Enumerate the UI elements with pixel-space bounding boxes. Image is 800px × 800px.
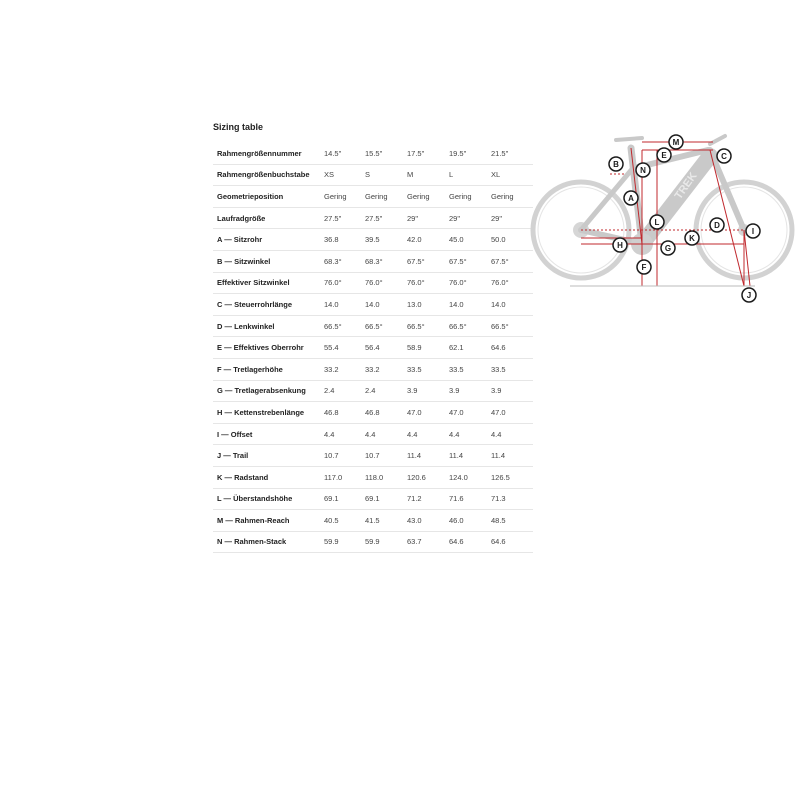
table-cell: Gering <box>365 186 407 208</box>
marker-e <box>657 148 671 162</box>
row-label: D — Lenkwinkel <box>213 315 324 337</box>
marker-letter: L <box>654 218 660 227</box>
table-cell: 29" <box>407 207 449 229</box>
table-row <box>213 229 533 251</box>
table-cell: 21.5" <box>491 143 533 164</box>
table-cell: 2.4 <box>324 380 365 402</box>
table-cell: 118.0 <box>365 466 407 488</box>
row-label: L — Überstandshöhe <box>213 488 324 510</box>
table-cell: 41.5 <box>365 510 407 532</box>
table-cell: 76.0° <box>407 272 449 294</box>
table-cell: 56.4 <box>365 337 407 359</box>
table-cell: 66.5° <box>365 315 407 337</box>
table-cell: 71.3 <box>491 488 533 510</box>
table-cell: 10.7 <box>324 445 365 467</box>
table-cell: 76.0° <box>449 272 491 294</box>
table-cell: 11.4 <box>407 445 449 467</box>
table-row <box>213 531 533 553</box>
table-cell: 3.9 <box>449 380 491 402</box>
marker-letter: C <box>721 152 727 161</box>
row-label: J — Trail <box>213 445 324 467</box>
marker-i <box>746 224 760 238</box>
table-row <box>213 272 533 294</box>
table-cell: 50.0 <box>491 229 533 251</box>
table-cell: 58.9 <box>407 337 449 359</box>
table-cell: 66.5° <box>324 315 365 337</box>
table-cell: 68.3° <box>365 250 407 272</box>
marker-letter: F <box>641 263 647 272</box>
marker-c <box>717 149 731 163</box>
table-row <box>213 294 533 316</box>
table-cell: 64.6 <box>491 531 533 553</box>
row-label: M — Rahmen-Reach <box>213 510 324 532</box>
marker-letter: M <box>672 138 680 147</box>
table-cell: 29" <box>491 207 533 229</box>
row-label: G — Tretlagerabsenkung <box>213 380 324 402</box>
table-cell: 66.5° <box>491 315 533 337</box>
table-cell: 47.0 <box>407 402 449 424</box>
table-cell: 64.6 <box>491 337 533 359</box>
marker-n <box>636 163 650 177</box>
table-cell: 124.0 <box>449 466 491 488</box>
marker-a <box>624 191 638 205</box>
table-row <box>213 207 533 229</box>
marker-letter: I <box>751 227 755 236</box>
table-cell: 59.9 <box>365 531 407 553</box>
row-label: B — Sitzwinkel <box>213 250 324 272</box>
table-row <box>213 337 533 359</box>
table-cell: Gering <box>449 186 491 208</box>
table-cell: Gering <box>407 186 449 208</box>
table-cell: 36.8 <box>324 229 365 251</box>
row-label: E — Effektives Oberrohr <box>213 337 324 359</box>
table-cell: 4.4 <box>324 423 365 445</box>
table-row <box>213 510 533 532</box>
table-cell: 4.4 <box>365 423 407 445</box>
table-row <box>213 164 533 186</box>
table-row <box>213 380 533 402</box>
table-row <box>213 402 533 424</box>
table-cell: 42.0 <box>407 229 449 251</box>
table-cell: 45.0 <box>449 229 491 251</box>
table-row <box>213 358 533 380</box>
table-cell: 14.0 <box>449 294 491 316</box>
table-cell: 67.5° <box>449 250 491 272</box>
sizing-table <box>213 143 533 553</box>
marker-letter: A <box>628 194 634 203</box>
marker-letter: E <box>661 151 667 160</box>
table-cell: XL <box>491 164 533 186</box>
table-cell: 13.0 <box>407 294 449 316</box>
table-cell: 40.5 <box>324 510 365 532</box>
table-cell: 76.0° <box>324 272 365 294</box>
table-cell: 120.6 <box>407 466 449 488</box>
row-label: N — Rahmen-Stack <box>213 531 324 553</box>
table-cell: 47.0 <box>449 402 491 424</box>
table-cell: 46.8 <box>324 402 365 424</box>
marker-j <box>742 288 756 302</box>
table-cell: M <box>407 164 449 186</box>
table-cell: Gering <box>491 186 533 208</box>
table-cell: 67.5° <box>491 250 533 272</box>
table-cell: 27.5" <box>365 207 407 229</box>
table-cell: 126.5 <box>491 466 533 488</box>
table-cell: 71.2 <box>407 488 449 510</box>
table-cell: 33.2 <box>324 358 365 380</box>
table-row <box>213 423 533 445</box>
frame-brand-text: TREK <box>672 170 700 202</box>
marker-k <box>685 231 699 245</box>
table-row <box>213 186 533 208</box>
table-cell: 46.8 <box>365 402 407 424</box>
marker-d <box>710 218 724 232</box>
table-cell: 11.4 <box>449 445 491 467</box>
marker-l <box>650 215 664 229</box>
table-cell: 3.9 <box>407 380 449 402</box>
table-cell: 48.5 <box>491 510 533 532</box>
marker-letter: G <box>664 244 672 253</box>
marker-letter: N <box>640 166 646 175</box>
table-cell: 55.4 <box>324 337 365 359</box>
row-label: C — Steuerrohrlänge <box>213 294 324 316</box>
table-cell: 64.6 <box>449 531 491 553</box>
table-cell: 76.0° <box>365 272 407 294</box>
table-cell: 76.0° <box>491 272 533 294</box>
table-cell: 29" <box>449 207 491 229</box>
row-label: Laufradgröße <box>213 207 324 229</box>
table-cell: 33.5 <box>407 358 449 380</box>
marker-b <box>609 157 623 171</box>
row-label: Effektiver Sitzwinkel <box>213 272 324 294</box>
row-label: A — Sitzrohr <box>213 229 324 251</box>
table-cell: 14.5" <box>324 143 365 164</box>
table-cell: 17.5" <box>407 143 449 164</box>
table-row <box>213 250 533 272</box>
table-row <box>213 445 533 467</box>
table-cell: 69.1 <box>324 488 365 510</box>
table-cell: 39.5 <box>365 229 407 251</box>
table-cell: 63.7 <box>407 531 449 553</box>
table-cell: 69.1 <box>365 488 407 510</box>
table-cell: 14.0 <box>491 294 533 316</box>
table-cell: 4.4 <box>491 423 533 445</box>
table-cell: 46.0 <box>449 510 491 532</box>
table-cell: 33.5 <box>449 358 491 380</box>
table-cell: 62.1 <box>449 337 491 359</box>
table-cell: 19.5" <box>449 143 491 164</box>
table-cell: 71.6 <box>449 488 491 510</box>
table-cell: L <box>449 164 491 186</box>
marker-letter: B <box>613 160 619 169</box>
row-label: Rahmengrößenbuchstabe <box>213 164 324 186</box>
sizing-table-title: Sizing table <box>213 122 264 132</box>
table-cell: 47.0 <box>491 402 533 424</box>
table-row <box>213 488 533 510</box>
table-cell: 10.7 <box>365 445 407 467</box>
row-label: K — Radstand <box>213 466 324 488</box>
row-label: H — Kettenstrebenlänge <box>213 402 324 424</box>
table-cell: 66.5° <box>449 315 491 337</box>
table-cell: 68.3° <box>324 250 365 272</box>
marker-letter: J <box>746 291 752 300</box>
marker-h <box>613 238 627 252</box>
table-cell: 66.5° <box>407 315 449 337</box>
table-cell: 117.0 <box>324 466 365 488</box>
marker-m <box>669 135 683 149</box>
table-cell: 59.9 <box>324 531 365 553</box>
table-cell: 33.2 <box>365 358 407 380</box>
row-label: I — Offset <box>213 423 324 445</box>
table-row <box>213 315 533 337</box>
marker-f <box>637 260 651 274</box>
table-cell: 14.0 <box>324 294 365 316</box>
table-row <box>213 466 533 488</box>
table-cell: 14.0 <box>365 294 407 316</box>
table-cell: 15.5" <box>365 143 407 164</box>
marker-letter: D <box>714 221 720 230</box>
marker-g <box>661 241 675 255</box>
table-cell: XS <box>324 164 365 186</box>
table-row <box>213 143 533 164</box>
table-cell: 2.4 <box>365 380 407 402</box>
table-cell: 33.5 <box>491 358 533 380</box>
table-cell: Gering <box>324 186 365 208</box>
row-label: Geometrieposition <box>213 186 324 208</box>
table-cell: S <box>365 164 407 186</box>
marker-letter: H <box>617 241 623 250</box>
geometry-diagram <box>530 128 798 306</box>
marker-letter: K <box>689 234 695 243</box>
table-cell: 4.4 <box>407 423 449 445</box>
table-cell: 4.4 <box>449 423 491 445</box>
table-cell: 43.0 <box>407 510 449 532</box>
row-label: F — Tretlagerhöhe <box>213 358 324 380</box>
table-cell: 3.9 <box>491 380 533 402</box>
row-label: Rahmengrößennummer <box>213 143 324 164</box>
table-cell: 67.5° <box>407 250 449 272</box>
table-cell: 27.5" <box>324 207 365 229</box>
table-cell: 11.4 <box>491 445 533 467</box>
